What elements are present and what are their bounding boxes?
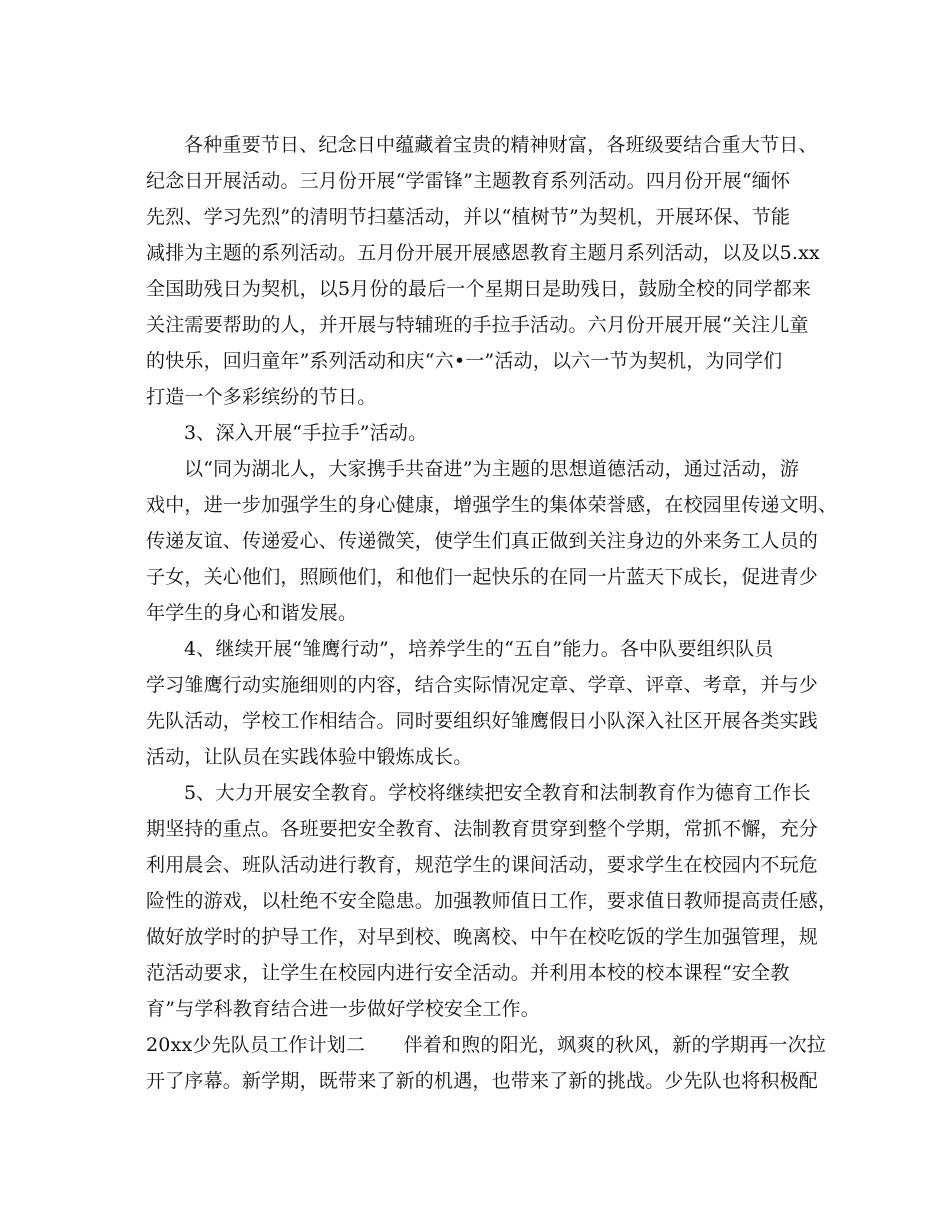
text-line: 育”与学科教育结合进一步做好学校安全工作。 [146, 998, 540, 1020]
text-line: 先烈、学习先烈”的清明节扫墓活动，并以“植树节”为契机，开展环保、节能 [146, 206, 791, 228]
text-line: 打造一个多彩缤纷的节日。 [146, 386, 377, 408]
text-line: 开了序幕。新学期，既带来了新的机遇，也带来了新的挑战。少先队也将积极配 [146, 1070, 819, 1092]
text-line: 范活动要求，让学生在校园内进行安全活动。并利用本校的校本课程“安全教 [146, 962, 790, 984]
text-line: 纪念日开展活动。三月份开展“学雷锋”主题教育系列活动。四月份开展“缅怀 [146, 170, 791, 192]
text-line: 做好放学时的护导工作，对早到校、晚离校、中午在校吃饭的学生加强管理，规 [146, 926, 819, 948]
text-line: 先队活动，学校工作相结合。同时要组织好雏鹰假日小队深入社区开展各类实践 [146, 710, 819, 732]
text-line: 的快乐，回归童年”系列活动和庆“六•一”活动，以六一节为契机，为同学们 [146, 350, 783, 372]
section-heading: 3、深入开展“手拉手”活动。 [184, 422, 428, 444]
text-line: 利用晨会、班队活动进行教育，规范学生的课间活动，要求学生在校园内不玩危 [146, 854, 819, 876]
text-line: 传递友谊、传递爱心、传递微笑，使学生们真正做到关注身边的外来务工人员的 [146, 530, 819, 552]
text-line: 险性的游戏，以杜绝不安全隐患。加强教师值日工作，要求值日教师提高责任感， [146, 890, 838, 912]
text-line: 减排为主题的系列活动。五月份开展开展感恩教育主题月系列活动，以及以5.xx [146, 242, 820, 264]
text-line: 戏中，进一步加强学生的身心健康，增强学生的集体荣誉感，在校园里传递文明、 [146, 494, 838, 516]
text-line: 子女，关心他们，照顾他们，和他们一起快乐的在同一片蓝天下成长，促进青少 [146, 566, 819, 588]
text-line: 各种重要节日、纪念日中蕴藏着宝贵的精神财富，各班级要结合重大节日、 [184, 134, 818, 156]
text-line: 关注需要帮助的人，并开展与特辅班的手拉手活动。六月份开展开展“关注儿童 [146, 314, 809, 336]
text-line: 学习雏鹰行动实施细则的内容，结合实际情况定章、学章、评章、考章，并与少 [146, 674, 819, 696]
text-line: 期坚持的重点。各班要把安全教育、法制教育贯穿到整个学期，常抓不懈，充分 [146, 818, 819, 840]
text-line: 年学生的身心和谐发展。 [146, 602, 358, 624]
text-line: 活动，让队员在实践体验中锻炼成长。 [146, 746, 473, 768]
text-line: 4、继续开展“雏鹰行动”，培养学生的“五自”能力。各中队要组织队员 [184, 638, 774, 660]
text-line: 全国助残日为契机，以5月份的最后一个星期日是助残日，鼓励全校的同学都来 [146, 278, 812, 300]
section-title-line: 20xx少先队员工作计划二 伴着和煦的阳光，飒爽的秋风，新的学期再一次拉 [146, 1034, 827, 1056]
text-line: 5、大力开展安全教育。学校将继续把安全教育和法制教育作为德育工作长 [184, 782, 811, 804]
text-line: 以“同为湖北人，大家携手共奋进”为主题的思想道德活动，通过活动，游 [184, 458, 800, 480]
